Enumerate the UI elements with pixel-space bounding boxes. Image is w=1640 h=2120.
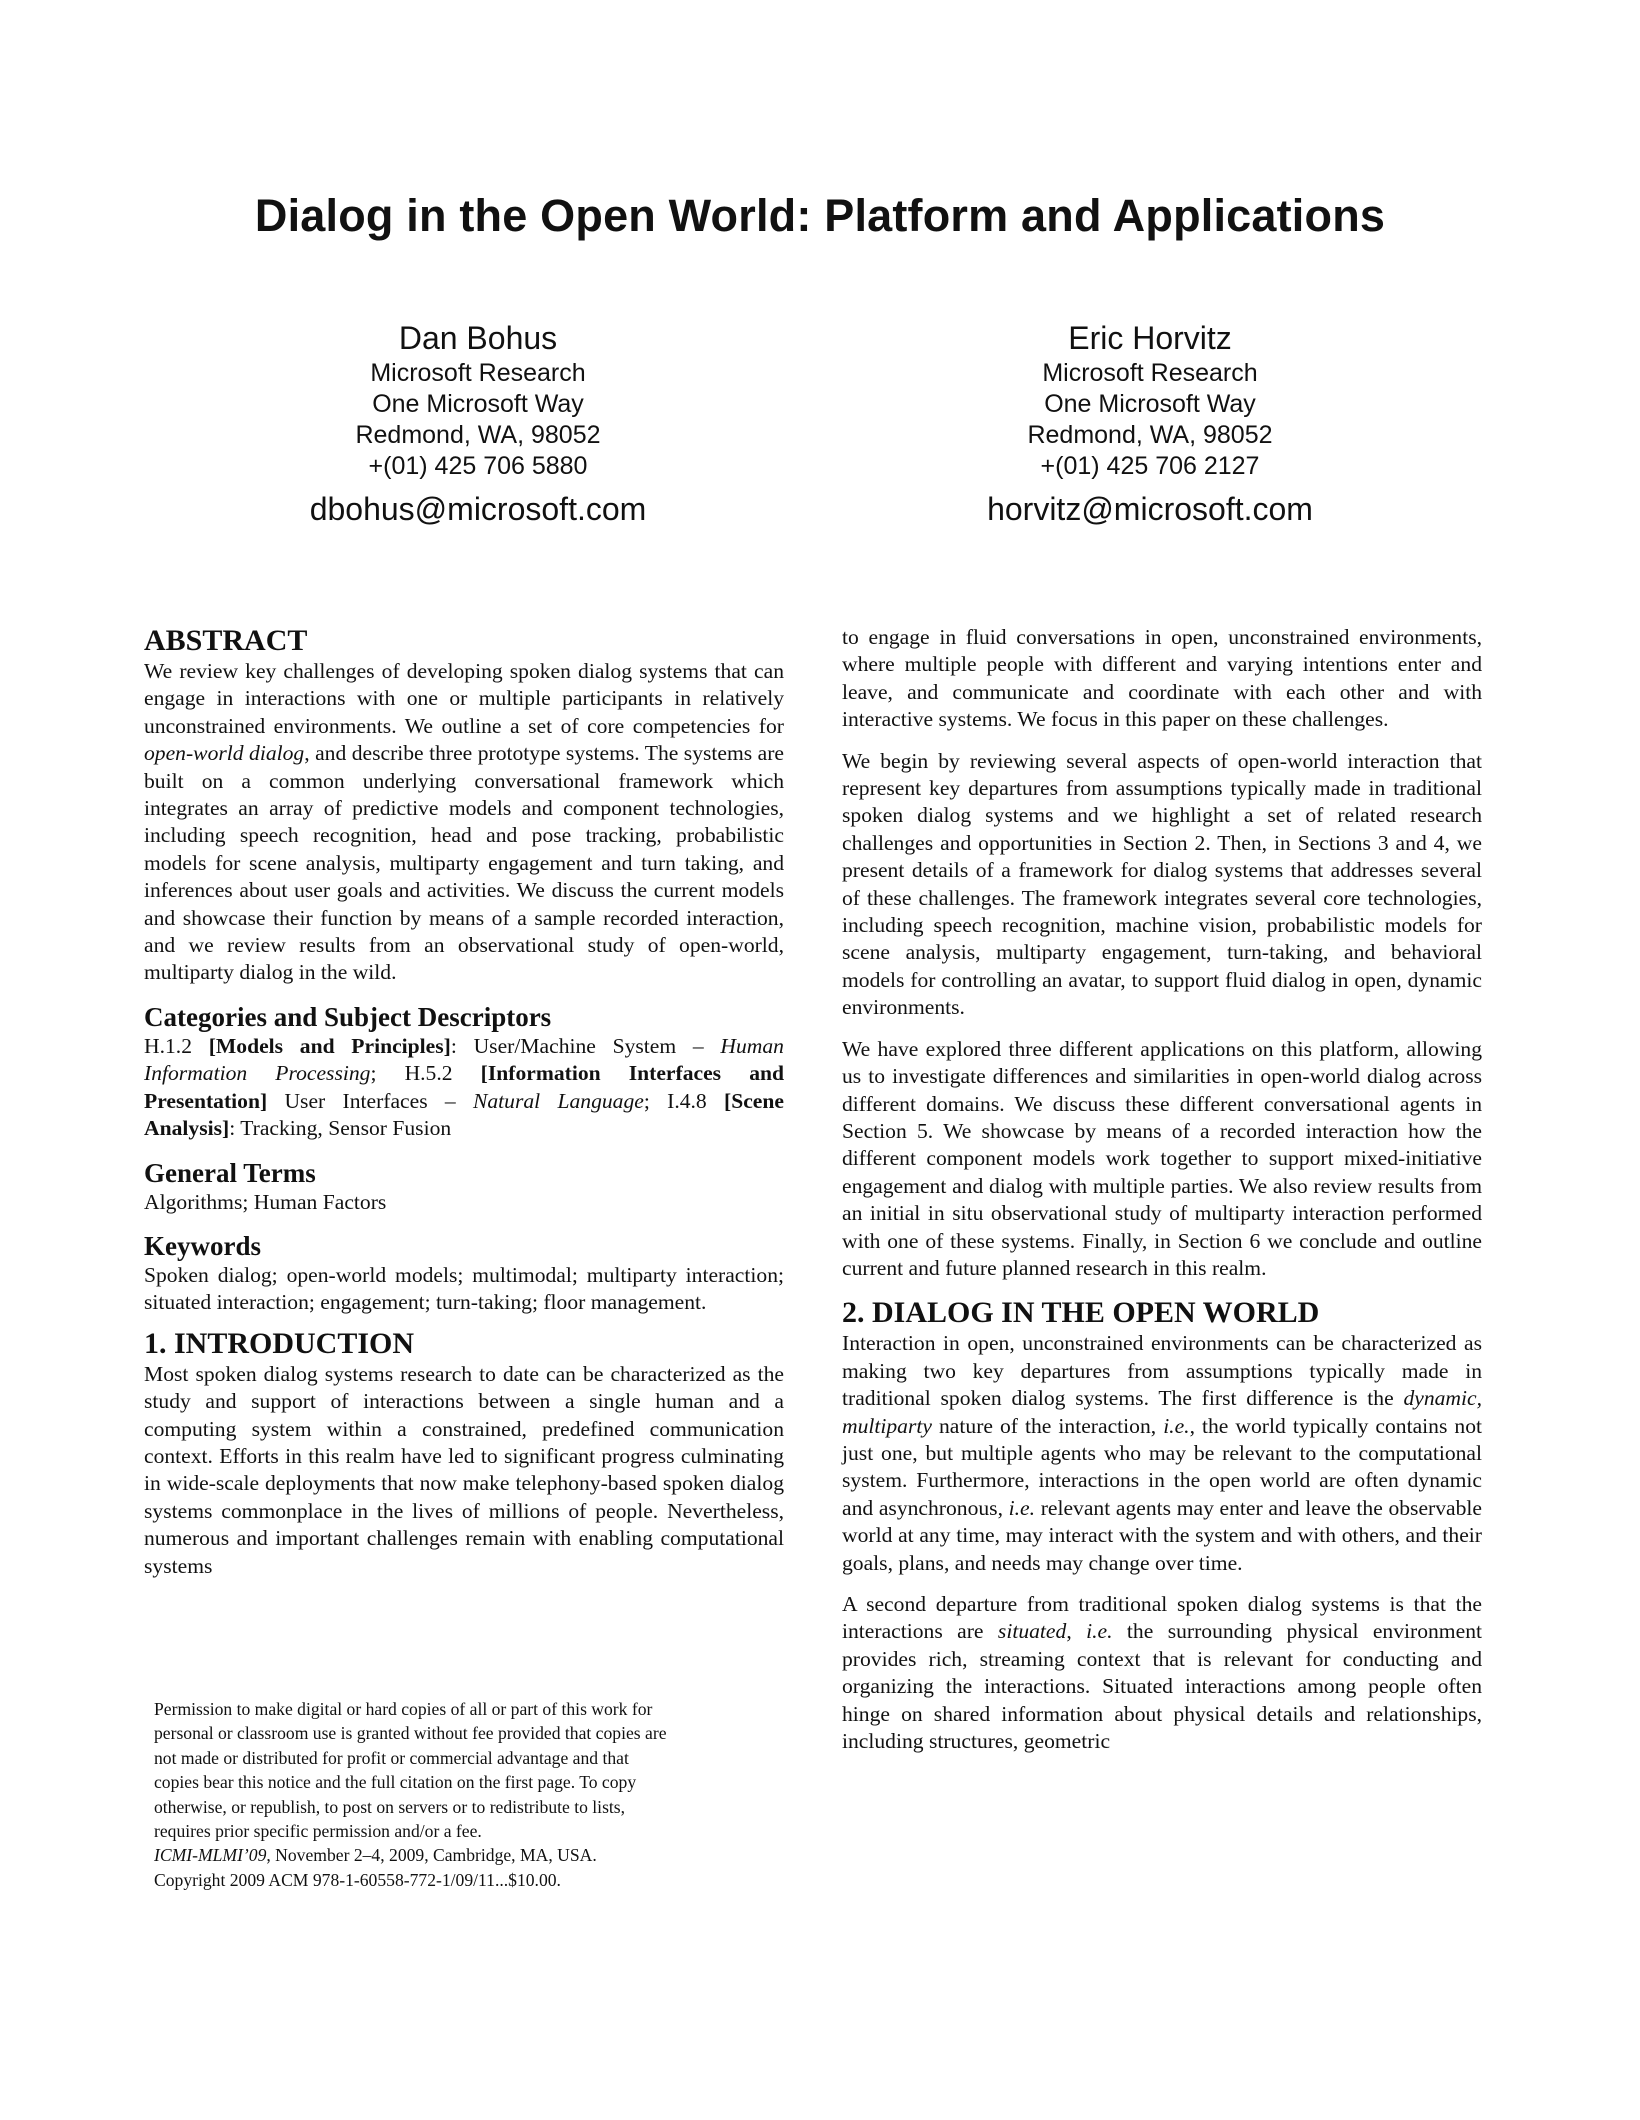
author-email: horvitz@microsoft.com — [987, 491, 1313, 527]
introduction-paragraph: Most spoken dialog systems research to date can be characterized as the study and support of interactions between a single human and a computing system within a constrained, predefined communication context. Efforts in this realm have led to significant progress culminating in wide-scale deployments that now make telephony-based spoken dialog systems commonplace in the lives of millions of people. Nevertheless, numerous and important challenges remain with enabling computational systems — [144, 1361, 784, 1578]
body-paragraph-3: We have explored three different applications on this platform, allowing us to investigate differences and similarities in open-world dialog across different domains. We discuss these different conversational agents in Section 5. We showcase by means of a recorded interaction how the different component models work together to support mixed-initiative engagement and dialog with multiple parties. We also review results from an initial in situ observational study of multiparty interaction performed with one of these systems. Finally, in Section 6 we conclude and outline current and future planned research in this realm. — [842, 1036, 1482, 1280]
author-phone: +(01) 425 706 2127 — [1040, 452, 1260, 480]
author-address-line-1: One Microsoft Way — [372, 390, 584, 418]
author-address-line-2: Redmond, WA, 98052 — [355, 421, 601, 449]
author-email: dbohus@microsoft.com — [309, 491, 647, 527]
author-block-2 — [850, 318, 1450, 532]
categories-paragraph: H.1.2 [Models and Principles]: User/Machine System – Human Information Processing; H.5.2 [Information Interfaces and Presentation] User Interfaces – Natural Language; I.4.8 [Scene Analysis]: Tracking, Sensor Fusion — [144, 1033, 785, 1141]
introduction-heading: 1. INTRODUCTION — [144, 1326, 415, 1360]
general-terms-heading: General Terms — [144, 1157, 316, 1188]
author-name: Dan Bohus — [398, 320, 558, 356]
right-column — [842, 624, 1482, 1755]
general-terms-paragraph: Algorithms; Human Factors — [144, 1189, 387, 1214]
author-affiliation: Microsoft Research — [1042, 359, 1258, 387]
abstract-paragraph: We review key challenges of developing spoken dialog systems that can engage in interactions with one or multiple participants in relatively unconstrained environments. We outline a set of core competencies for open-world dialog, and describe three prototype systems. The systems are built on a common underlying conversational framework which integrates an array of predictive models and component technologies, including speech recognition, head and pose tracking, probabilistic models for scene analysis, multiparty engagement and turn taking, and inferences about user goals and activities. We discuss the current models and showcase their function by means of a sample recorded interaction, and we review results from an observational study of open-world, multiparty dialog in the wild. — [144, 659, 784, 985]
author-phone: +(01) 425 706 5880 — [368, 452, 588, 480]
categories-heading: Categories and Subject Descriptors — [144, 1001, 552, 1032]
keywords-paragraph: Spoken dialog; open-world models; multimodal; multiparty interaction; situated interaction; engagement; turn-taking; floor management. — [144, 1262, 784, 1315]
copyright-footnote: Permission to make digital or hard copies of all or part of this work for personal or classroom use is granted without fee provided that copies are not made or distributed for profit or commercial advantage and that copies bear this notice and the full citation on the first page. To copy otherwise, or republish, to post on servers or to redistribute to lists, requires prior specific permission and/or a fee. ICMI-MLMI’09, November 2–4, 2009, Cambridge, MA, USA. Copyright 2009 ACM 978-1-60558-772-1/09/11...$10.00. — [154, 1699, 667, 1890]
body-paragraph-2: We begin by reviewing several aspects of open-world interaction that represent key departures from assumptions typically made in traditional spoken dialog systems and we highlight a set of related research challenges and opportunities in Section 2. Then, in Sections 3 and 4, we present details of a framework for dialog systems that addresses several of these challenges. The framework integrates several core technologies, including speech recognition, machine vision, probabilistic models for scene analysis, multiparty engagement, turn-taking, and behavioral models for controlling an avatar, to support fluid dialog in open, dynamic environments. — [842, 748, 1482, 1020]
author-affiliation: Microsoft Research — [370, 359, 586, 387]
author-address-line-2: Redmond, WA, 98052 — [1027, 421, 1273, 449]
author-block-1 — [178, 318, 778, 532]
author-name: Eric Horvitz — [1068, 320, 1232, 356]
section-2-heading: 2. DIALOG IN THE OPEN WORLD — [842, 1296, 1320, 1330]
author-address-line-1: One Microsoft Way — [1044, 390, 1256, 418]
abstract-heading: ABSTRACT — [144, 624, 308, 657]
body-paragraph-1: to engage in fluid conversations in open, unconstrained environments, where multiple people with different and varying intentions enter and leave, and communicate and coordinate with each other and with interactive systems. We focus in this paper on these challenges. — [842, 625, 1482, 732]
keywords-heading: Keywords — [144, 1230, 261, 1261]
section-2-paragraph-1: Interaction in open, unconstrained environments can be characterized as making two key departures from assumptions typically made in traditional spoken dialog systems. The first difference is the dynamic, multiparty nature of the interaction, i.e., the world typically contains not just one, but multiple agents who may be relevant to the computational system. Furthermore, interactions in the open world are often dynamic and asynchronous, i.e. relevant agents may enter and leave the observable world at any time, may interact with the system and with others, and their goals, plans, and needs may change over time. — [842, 1331, 1482, 1575]
section-2-paragraph-2: A second departure from traditional spoken dialog systems is that the interactions are situated, i.e. the surrounding physical environment provides rich, streaming context that is relevant for conducting and organizing the interactions. Situated interactions among people often hinge on shared information about physical details and relationships, including structures, geometric — [842, 1592, 1482, 1754]
paper-title: Dialog in the Open World: Platform and Applications — [254, 190, 1386, 241]
left-column — [144, 624, 784, 1580]
